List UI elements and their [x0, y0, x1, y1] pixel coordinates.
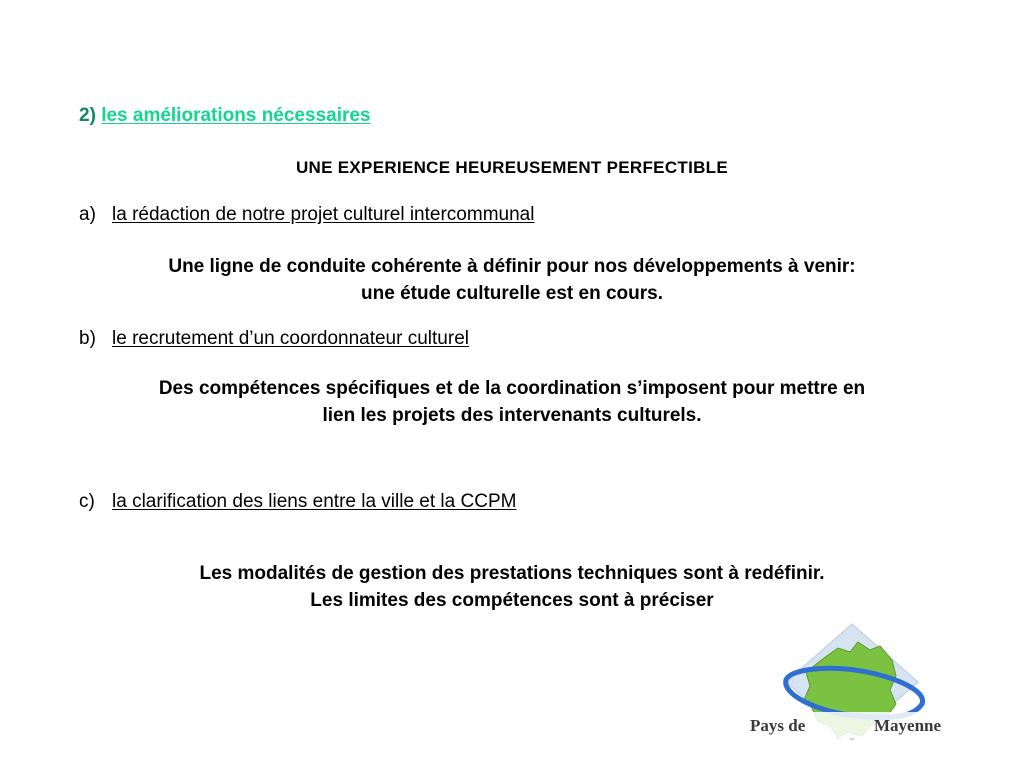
item-label: la rédaction de notre projet culturel intercommunal	[112, 204, 535, 225]
item-c-body	[70, 560, 954, 614]
item-marker: c)	[79, 491, 95, 512]
item-a-heading	[79, 204, 534, 226]
pays-de-mayenne-logo	[746, 620, 958, 748]
logo-text-left: Pays de	[750, 716, 806, 735]
body-line: Des compétences spécifiques et de la coordination s’imposent pour mettre en	[158, 378, 866, 399]
body-line: Les modalités de gestion des prestations techniques sont à redéfinir.	[199, 563, 825, 584]
logo-text-right: Mayenne	[874, 716, 942, 735]
body-line: Les limites des compétences sont à préciser	[310, 590, 714, 611]
section-number: 2)	[79, 105, 96, 126]
item-label: le recrutement d’un coordonnateur culturel	[112, 328, 469, 349]
item-marker: b)	[79, 328, 96, 349]
item-a-body	[70, 253, 954, 307]
body-line: Une ligne de conduite cohérente à définir pour nos développements à venir:	[168, 256, 856, 277]
item-b-body	[70, 375, 954, 429]
slide-subtitle: UNE EXPERIENCE HEUREUSEMENT PERFECTIBLE	[295, 158, 729, 177]
item-b-heading	[79, 328, 469, 350]
body-line: une étude culturelle est en cours.	[361, 283, 663, 304]
item-c-heading	[79, 491, 516, 513]
item-label: la clarification des liens entre la ville et la CCPM	[112, 491, 517, 512]
section-heading	[79, 105, 371, 127]
item-marker: a)	[79, 204, 96, 225]
section-title: les améliorations nécessaires	[101, 105, 371, 126]
body-line: lien les projets des intervenants culturels.	[322, 405, 702, 426]
